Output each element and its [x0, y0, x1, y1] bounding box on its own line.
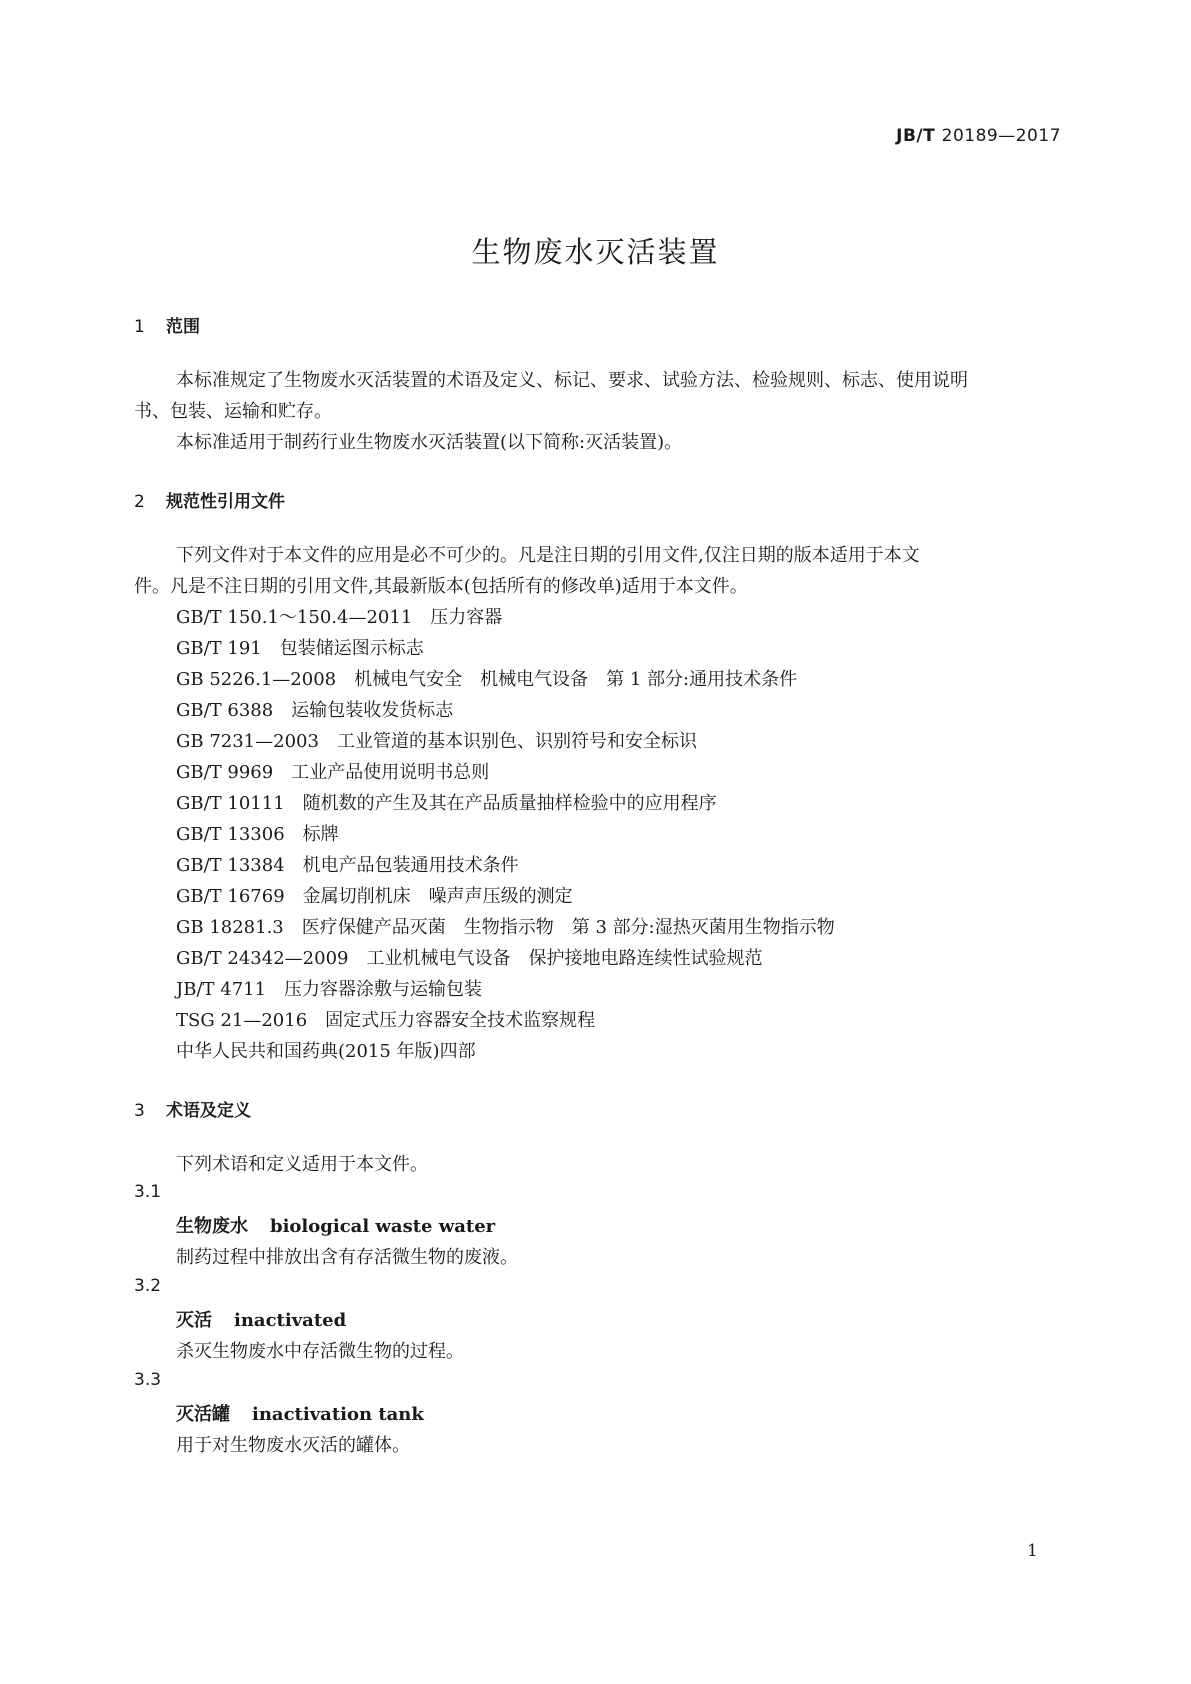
standard-code — [896, 126, 1061, 146]
term-definition: 用于对生物废水灭活的罐体。 — [176, 1435, 410, 1456]
reference-item: GB/T 10111 随机数的产生及其在产品质量抽样检验中的应用程序 — [176, 793, 717, 814]
reference-item: GB/T 24342—2009 工业机械电气设备 保护接地电路连续性试验规范 — [176, 948, 763, 969]
reference-item: 中华人民共和国药典(2015 年版)四部 — [176, 1041, 476, 1062]
standard-prefix: JB/T — [896, 126, 936, 146]
reference-item: GB/T 13384 机电产品包装通用技术条件 — [176, 855, 519, 876]
term-definition: 杀灭生物废水中存活微生物的过程。 — [176, 1341, 464, 1362]
reference-item: GB 7231—2003 工业管道的基本识别色、识别符号和安全标识 — [176, 731, 697, 752]
term-number: 3.1 — [134, 1182, 162, 1202]
reference-item: GB 5226.1—2008 机械电气安全 机械电气设备 第 1 部分:通用技术条件 — [176, 669, 798, 690]
section-title: 规范性引用文件 — [166, 492, 285, 512]
scope-para2: 本标准适用于制药行业生物废水灭活装置(以下简称:灭活装置)。 — [176, 432, 683, 453]
reference-item: JB/T 4711 压力容器涂敷与运输包装 — [176, 979, 483, 1000]
references-intro-line1: 下列文件对于本文件的应用是必不可少的。凡是注日期的引用文件,仅注日期的版本适用于本文 — [176, 545, 920, 566]
scope-para1-line2: 书、包装、运输和贮存。 — [134, 401, 332, 422]
reference-item: GB/T 6388 运输包装收发货标志 — [176, 700, 454, 721]
reference-item: GB/T 13306 标牌 — [176, 824, 339, 845]
section-heading-references — [134, 487, 285, 512]
section-number: 3 — [134, 1101, 145, 1121]
term-zh: 灭活罐 — [176, 1404, 230, 1425]
term-zh: 生物废水 — [176, 1216, 248, 1237]
term-heading — [176, 1400, 424, 1426]
reference-item: GB 18281.3 医疗保健产品灭菌 生物指示物 第 3 部分:湿热灭菌用生物指示物 — [176, 917, 835, 938]
page-number: 1 — [1027, 1541, 1038, 1561]
reference-item: GB/T 150.1～150.4—2011 压力容器 — [176, 607, 503, 628]
document-title: 生物废水灭活装置 — [471, 235, 720, 269]
term-number: 3.2 — [134, 1276, 162, 1296]
term-number: 3.3 — [134, 1370, 162, 1390]
section-heading-scope — [134, 312, 200, 337]
section-title: 术语及定义 — [166, 1101, 251, 1121]
standard-number: 20189—2017 — [941, 126, 1061, 146]
references-intro-line2: 件。凡是不注日期的引用文件,其最新版本(包括所有的修改单)适用于本文件。 — [134, 576, 748, 597]
term-en: inactivation tank — [252, 1404, 424, 1425]
scope-para1-line1: 本标准规定了生物废水灭活装置的术语及定义、标记、要求、试验方法、检验规则、标志、使用说明 — [176, 370, 968, 391]
section-number: 1 — [134, 317, 145, 337]
reference-item: GB/T 16769 金属切削机床 噪声声压级的测定 — [176, 886, 573, 907]
term-zh: 灭活 — [176, 1310, 212, 1331]
section-number: 2 — [134, 492, 145, 512]
section-title: 范围 — [166, 317, 200, 337]
term-definition: 制药过程中排放出含有存活微生物的废液。 — [176, 1247, 518, 1268]
term-en: biological waste water — [270, 1216, 496, 1237]
terms-intro: 下列术语和定义适用于本文件。 — [176, 1154, 428, 1175]
term-heading — [176, 1306, 346, 1332]
reference-item: GB/T 191 包装储运图示标志 — [176, 638, 424, 659]
term-en: inactivated — [234, 1310, 347, 1331]
term-heading — [176, 1212, 495, 1238]
reference-item: TSG 21—2016 固定式压力容器安全技术监察规程 — [176, 1010, 596, 1031]
reference-item: GB/T 9969 工业产品使用说明书总则 — [176, 762, 490, 783]
section-heading-terms — [134, 1096, 251, 1121]
